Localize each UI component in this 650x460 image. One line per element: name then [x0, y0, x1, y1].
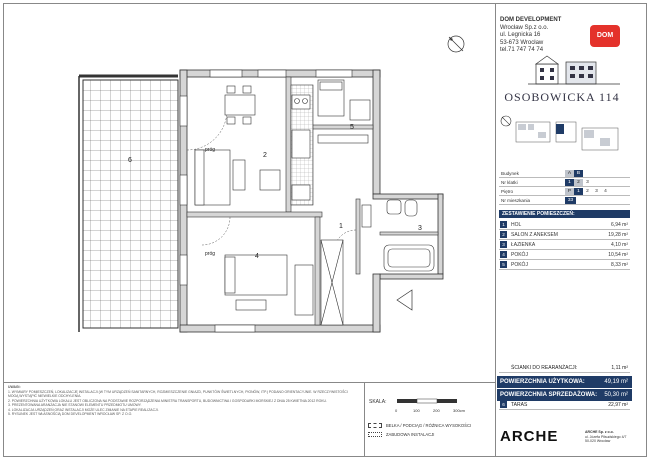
- threshold-label-2: próg: [205, 251, 216, 257]
- terrace: [83, 80, 178, 328]
- room-label-2: 2: [263, 152, 267, 159]
- room-name: POKÓJ: [511, 262, 528, 268]
- terrace-row: [499, 400, 630, 410]
- legend-item: [368, 421, 471, 430]
- divider-horizontal: [4, 382, 495, 383]
- floor-option: 3: [595, 189, 598, 194]
- building-option-selected: B: [574, 170, 583, 177]
- stair-option: 2: [574, 179, 583, 186]
- room-row: [499, 250, 630, 260]
- room-area: 19,28 m²: [608, 232, 628, 238]
- apartment-number: 33: [565, 197, 576, 204]
- notes-title: UWAGI:: [8, 385, 21, 389]
- legend-label: ZABUDOWA INSTALACJI: [386, 432, 435, 437]
- info-label: Nr mieszkania: [501, 198, 531, 203]
- divider-bottom-left: [364, 382, 365, 456]
- company-line: ul. Legnicka 16: [500, 32, 541, 38]
- arche-info: [585, 430, 626, 444]
- info-label: Nr klatki: [501, 180, 518, 185]
- notes: [8, 385, 358, 417]
- legend-swatch: [368, 423, 382, 428]
- room-name: SALON Z ANEKSEM: [511, 232, 558, 238]
- room-area: 8,33 m²: [611, 262, 628, 268]
- arche-line: 50-020 Wrocław: [585, 439, 611, 443]
- note-line: 4. LOKALIZACJA URZĄDZEŃ ORAZ INSTALACJI MOŻE ULEC ZMIANIE NA ETAPIE REALIZACJI.: [8, 407, 159, 412]
- info-row-stair: [499, 178, 630, 187]
- legend-item: [368, 430, 471, 439]
- room-name: POKÓJ: [511, 252, 528, 258]
- rooms-title: ZESTAWIENIE POMIESZCZEŃ:: [499, 210, 630, 218]
- note-line: 1. WYMIARY POMIESZCZEŃ, LOKALIZACJĘ INSTALACJI (W TYM URZĄDZEŃ SANITARNYCH, ROZMIESZCZENIE GNIAZD, PUNKTÓW ŚWIETLNYCH, PIONÓW, ITP.) PODANO ORIENTACYJNIE. W RZECZYWISTOŚCI MOGĄ WYSTĄPIĆ NIEWIELKIE ODCHYLENIA.: [8, 389, 348, 398]
- floor-option: P: [565, 188, 574, 195]
- company-info: [500, 17, 561, 55]
- legend-swatch: [368, 432, 382, 437]
- rearrangeable-walls-area: 1,11 m²: [611, 365, 628, 371]
- building-option: A: [565, 170, 574, 177]
- room-name: TARAS: [511, 402, 528, 408]
- floor-option: 2: [586, 189, 589, 194]
- room-area: 22,97 m²: [608, 402, 628, 408]
- key-plan: [500, 108, 632, 153]
- company-line: tel.71 747 74 74: [500, 47, 544, 53]
- arche-line: ARCHE Sp. z o.o.: [585, 430, 614, 434]
- stair-option-selected: 1: [565, 179, 574, 186]
- stair-option: 3: [586, 180, 589, 185]
- legend-label: BELKA / PODCIĄG / RÓŻNICA WYSOKOŚCI: [386, 423, 472, 428]
- building-icon: [528, 54, 620, 86]
- info-label: Piętro: [501, 189, 514, 194]
- rearrangeable-walls-row: [499, 363, 630, 373]
- sales-area-value: 50,30 m²: [604, 392, 628, 398]
- room-number: 1: [500, 221, 507, 228]
- room-number: 4: [500, 251, 507, 258]
- entrance-arrow: [397, 290, 412, 310]
- rearrangeable-walls-label: ŚCIANKI DO REARANŻACJI:: [511, 365, 578, 371]
- usable-area-row: [497, 376, 632, 388]
- room-area: 4,10 m²: [611, 242, 628, 248]
- room-number: 6: [500, 401, 507, 408]
- arche-line: ul. Józefa Piłsudskiego 4/7: [585, 434, 627, 439]
- company-line: 53-673 Wrocław: [500, 39, 544, 46]
- compass-icon: [446, 34, 466, 54]
- room-label-1: 1: [339, 223, 343, 230]
- info-row-apartment: [499, 196, 630, 205]
- note-line: 2. POWIERZCHNIA UŻYTKOWA LOKALU JEST OBLICZONA NA PODSTAWIE ROZPORZĄDZENIA MINISTRA TRANSPORTU, BUDOWNICTWA I GOSPODARKI MORSKIEJ Z DNIA 25 KWIETNIA 2012 ROKU.: [8, 398, 327, 403]
- floor-option: 4: [604, 189, 607, 194]
- legend: [368, 421, 471, 439]
- room-area: 6,94 m²: [611, 222, 628, 228]
- scale-tick: 300cm: [453, 408, 466, 413]
- room-number: 5: [500, 261, 507, 268]
- room-row: [499, 260, 630, 270]
- room-row: [499, 230, 630, 240]
- room-label-4: 4: [255, 253, 259, 260]
- dom-logo: DOM: [590, 25, 620, 47]
- scale-label: SKALA:: [369, 399, 387, 405]
- threshold-label-1: próg: [205, 147, 216, 153]
- room-row: [499, 240, 630, 250]
- floor-option-selected: 1: [574, 188, 583, 195]
- room-row: [499, 220, 630, 230]
- rooms-list: [499, 220, 630, 270]
- apartment-info: [499, 169, 630, 205]
- sales-area-label: POWIERZCHNIA SPRZEDAŻOWA:: [500, 392, 598, 398]
- info-label: Budynek: [501, 171, 519, 176]
- divider-vertical: [495, 4, 496, 456]
- scale: [369, 399, 466, 413]
- room-label-6: 6: [128, 157, 132, 164]
- room-label-3: 3: [418, 225, 422, 232]
- usable-area-label: POWIERZCHNIA UŻYTKOWA:: [500, 379, 585, 385]
- room-number: 3: [500, 241, 507, 248]
- room-name: HOL: [511, 222, 522, 228]
- scale-tick: 100: [413, 408, 420, 413]
- note-line: 5. RYSUNEK JEST WŁASNOŚCIĄ DOM DEVELOPMENT WROCŁAW SP. Z O.O.: [8, 412, 133, 416]
- company-line: DOM DEVELOPMENT: [500, 17, 562, 23]
- arche-logo: ARCHE: [500, 428, 559, 445]
- usable-area-value: 49,19 m²: [604, 379, 628, 385]
- room-label-5: 5: [350, 124, 354, 131]
- scale-tick: 200: [433, 408, 440, 413]
- room-number: 2: [500, 231, 507, 238]
- note-line: 3. PREZENTOWANA ARANŻACJA NIE STANOWI ELEMENTU PRZEDMIOTU UMOWY.: [8, 403, 142, 407]
- info-row-building: [499, 169, 630, 178]
- room-name: ŁAZIENKA: [511, 242, 536, 248]
- company-line: Wrocław Sp.z o.o.: [500, 24, 549, 31]
- info-row-floor: [499, 187, 630, 196]
- scale-tick: 0: [395, 408, 398, 413]
- room-area: 10,54 m²: [608, 252, 628, 258]
- project-title: OSOBOWICKA 114: [504, 90, 620, 104]
